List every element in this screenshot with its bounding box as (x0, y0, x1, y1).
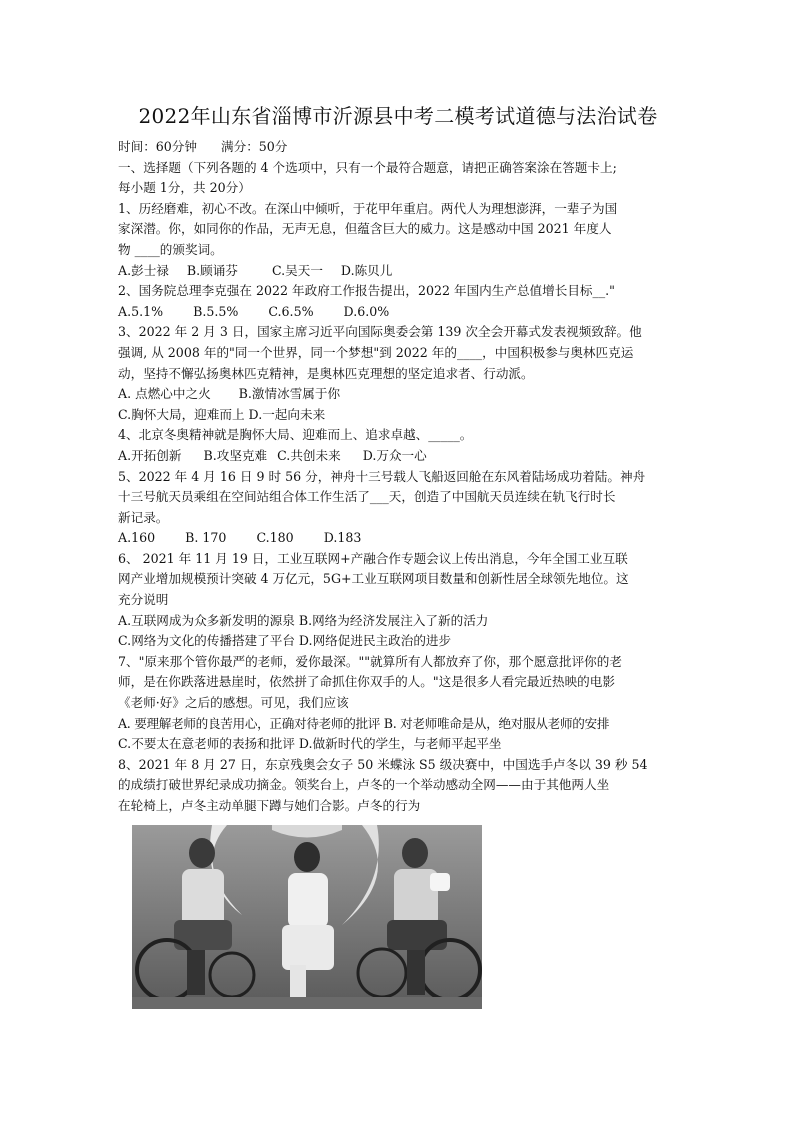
q3-option-a: A. 点燃心中之火 (118, 386, 211, 402)
q1-options (118, 261, 678, 282)
q3-option-b: B.激情冰雪属于你 (238, 386, 341, 402)
q4-option-b: B.攻坚克难 (203, 447, 268, 463)
q5-line1: 5、2022 年 4 月 16 日 9 时 56 分，神舟十三号载人飞船返回舱在东风着陆场成功着陆。神舟 (118, 468, 646, 484)
q6-line3: 充分说明 (118, 592, 169, 608)
section-heading-cont: 每小题 1分，共 20分） (118, 180, 251, 196)
q6-options-row1: A.互联网成为众多新发明的源泉 B.网络为经济发展注入了新的活力 (118, 612, 489, 628)
q3-options-row1 (118, 384, 678, 405)
q1-line2: 家深潜。你，如同你的作品，无声无息，但蕴含巨大的威力。这是感动中国 2021 年度人 (118, 221, 612, 237)
q1-option-a: A.彭士禄 (118, 262, 169, 278)
section-heading: 一、选择题（下列各题的 4 个选项中，只有一个最符合题意，请把正确答案涂在答题卡上; (118, 159, 617, 175)
q3-option-c: C.胸怀大局，迎难而上 (118, 406, 245, 422)
q5-option-b: B. 170 (185, 530, 227, 546)
q8-line2: 的成绩打破世界纪录成功摘金。领奖台上，卢冬的一个举动感动全网——由于其他两人坐 (118, 777, 610, 793)
q3-line1: 3、2022 年 2 月 3 日，国家主席习近平向国际奥委会第 139 次全会开幕式发表视频致辞。他 (118, 324, 642, 340)
q1-option-c: C.吴天一 (271, 262, 323, 278)
q1-option-d: D.陈贝儿 (340, 262, 393, 278)
q6-line2: 网产业增加规模预计突破 4 万亿元，5G+工业互联网项目数量和创新性居全球领先地位。这 (118, 571, 629, 587)
podium-photo-illustration (132, 825, 482, 1009)
q2-option-b: B.5.5% (193, 303, 239, 319)
q7-line2: 师，是在你跌落进悬崖时，依然拼了命抓住你双手的人。"这是很多人看完最近热映的电影 (118, 674, 615, 690)
q6-options-row2: C.网络为文化的传播搭建了平台 D.网络促进民主政治的进步 (118, 633, 452, 649)
q2-option-d: D.6.0% (343, 303, 390, 319)
q3-line3: 动，坚持不懈弘扬奥林匹克精神，是奥林匹克理想的坚定追求者、行动派。 (118, 365, 534, 381)
q8-line1: 8、2021 年 8 月 27 日，东京残奥会女子 50 米蝶泳 S5 级决赛中，中国选手卢冬以 39 秒 54 (118, 756, 648, 772)
q2-options (118, 302, 678, 323)
q4-line1: 4、北京冬奥精神就是胸怀大局、迎难而上、追求卓越、_____。 (118, 427, 473, 443)
q4-options (118, 446, 678, 467)
exam-meta (118, 137, 678, 158)
page-title: 2022年山东省淄博市沂源县中考二模考试道德与法治试卷 (138, 104, 658, 128)
q5-option-c: C.180 (256, 530, 294, 546)
q1-option-b: B.顾诵芬 (186, 262, 238, 278)
q7-options-row2: C.不要太在意老师的表扬和批评 D.做新时代的学生，与老师平起平坐 (118, 736, 502, 752)
q7-line3: 《老师·好》之后的感想。可见，我们应该 (118, 695, 349, 711)
time-label: 时间：60分钟 (118, 139, 197, 154)
q4-option-a: A.开拓创新 (118, 447, 182, 463)
q4-option-c: C.共创未来 (277, 447, 341, 463)
q5-options (118, 528, 678, 549)
q1-line3: 物 ____的颁奖词。 (118, 241, 223, 257)
podium-photo (132, 825, 482, 1009)
q8-line3: 在轮椅上，卢冬主动单腿下蹲与她们合影。卢冬的行为 (118, 798, 421, 813)
exam-page (118, 100, 678, 817)
q6-line1: 6、 2021 年 11 月 19 日，工业互联网+产融合作专题会议上传出消息，今年全国工业互联 (118, 550, 628, 566)
score-label: 满分：50分 (221, 139, 288, 154)
q7-line1: 7、"原来那个管你最严的老师，爱你最深。""就算所有人都放弃了你，那个愿意批评你的老 (118, 653, 622, 669)
q4-option-d: D.万众一心 (362, 447, 427, 463)
q2-option-a: A.5.1% (118, 303, 164, 319)
q3-line2: 强调, 从 2008 年的"同一个世界，同一个梦想"到 2022 年的____，中国积极参与奥林匹克运 (118, 344, 634, 360)
q7-options-row1: A. 要理解老师的良苦用心，正确对待老师的批评 B. 对老师唯命是从，绝对服从老师的安排 (118, 715, 610, 731)
q2-option-c: C.6.5% (268, 303, 314, 319)
q1-line1: 1、历经磨难，初心不改。在深山中倾听，于花甲年重启。两代人为理想澎湃，一辈子为国 (118, 200, 618, 216)
q5-line2: 十三号航天员乘组在空间站组合体工作生活了___天，创造了中国航天员连续在轨飞行时长 (118, 489, 616, 505)
q5-option-d: D.183 (323, 530, 362, 546)
q3-option-d: D.一起向未来 (248, 406, 326, 422)
q3-options-row2 (118, 405, 678, 426)
q5-line3: 新记录。 (118, 509, 169, 525)
q2-line1: 2、国务院总理李克强在 2022 年政府工作报告提出，2022 年国内生产总值增长目标__." (118, 283, 615, 299)
q5-option-a: A.160 (118, 530, 156, 546)
